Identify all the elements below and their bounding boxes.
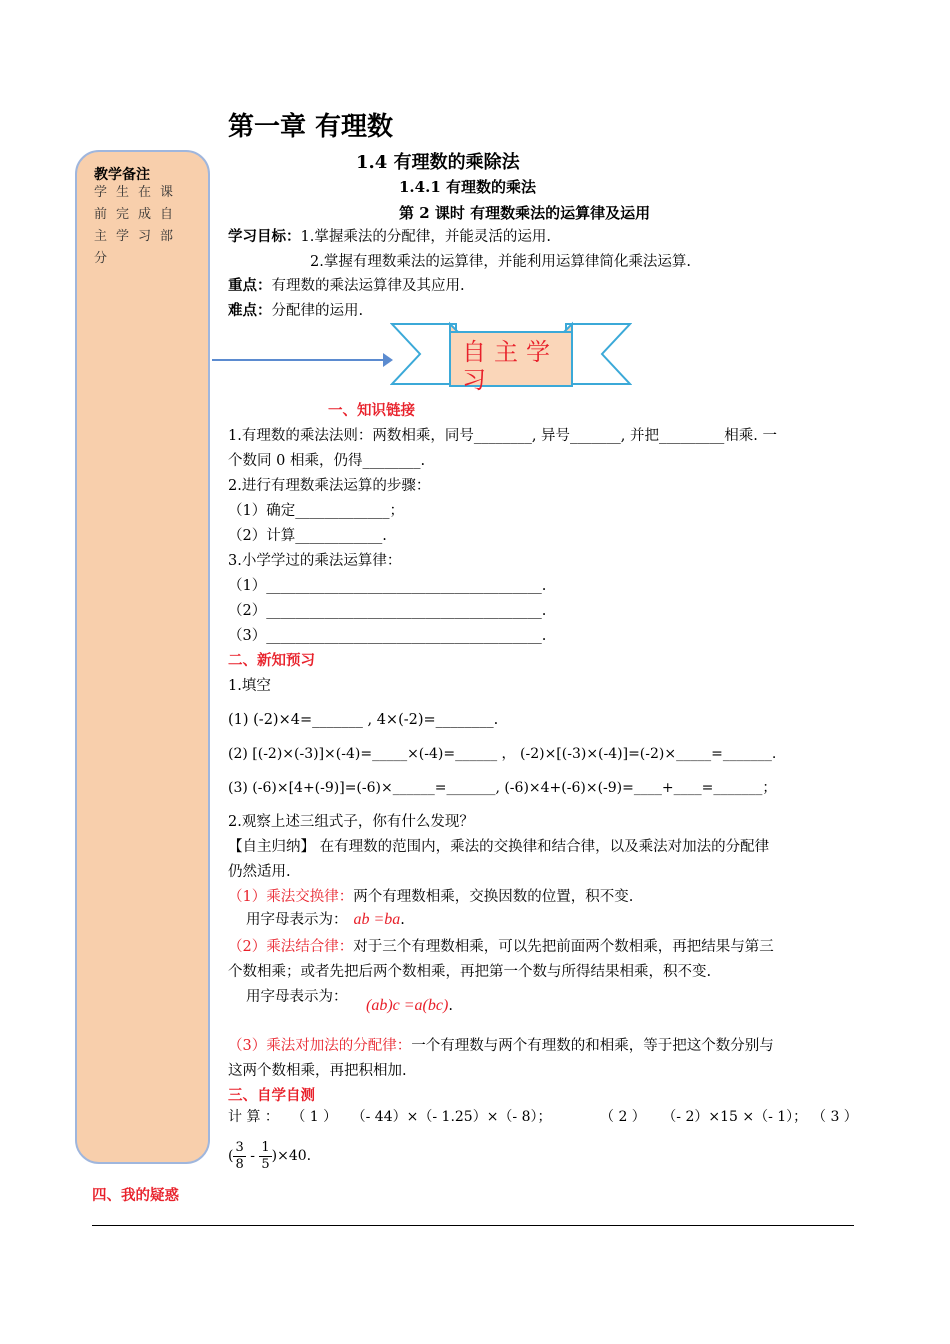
- part2-heading: 二、新知预习: [228, 652, 315, 669]
- law1-row: [228, 887, 633, 907]
- objectives-label: 学习目标：: [228, 228, 301, 245]
- difficulty-label: 难点：: [228, 302, 272, 319]
- law3-text-2: 这两个数相乘，再把积相加.: [228, 1063, 407, 1079]
- bottom-divider: [92, 1225, 854, 1226]
- section-title: 1.4 有理数的乘除法: [356, 152, 520, 173]
- law1-letter-row: 用字母表示为： ab =ba.: [246, 911, 405, 928]
- part4-heading: 四、我的疑惑: [92, 1187, 179, 1204]
- part2-summary-1: 【自主归纳】 在有理数的范围内，乘法的交换律和结合律，以及乘法对加法的分配律: [228, 839, 770, 855]
- part2-observe: 2.观察上述三组式子，你有什么发现？: [228, 814, 474, 830]
- part1-q1-line1: 1.有理数的乘法法则：两数相乘，同号________, 异号_______, 并把_________相乘. 一: [228, 428, 777, 444]
- part1-q3-b: （2）______________________________________.: [228, 603, 547, 619]
- law2-text: 对于三个有理数相乘，可以先把前面两个数相乘，再把结果与第三: [353, 939, 774, 955]
- fraction-3-8: [233, 1140, 245, 1173]
- problem-3-expr: ( $\frac{3}{8}$ - $\frac{1}{5}$ )×40.: [228, 1139, 312, 1172]
- part2-fill-3: (3) (-6)×[4+(-9)]=(-6)×______=_______, (-6)×4+(-6)×(-9)=____+____=_______；: [228, 780, 777, 796]
- part1-q3-c: （3）______________________________________.: [228, 628, 547, 644]
- sidebar-note: 学生在课前完成自主学习部分: [94, 185, 183, 266]
- subsection-title: 1.4.1 有理数的乘法: [399, 178, 536, 196]
- part2-fill-1: (1) (-2)×4=_______ , 4×(-2)=________.: [228, 712, 499, 728]
- key-point-row: [228, 276, 465, 296]
- calc-label: 计 算 ：: [228, 1109, 279, 1125]
- problem-2-label: （ 2 ）: [600, 1109, 646, 1125]
- law2-text-2: 个数相乘；或者先把后两个数相乘，再把第一个数与所得结果相乘，积不变.: [228, 964, 712, 980]
- sidebar-title: 教学备注: [94, 167, 150, 183]
- part1-heading: 一、知识链接: [328, 402, 415, 419]
- part1-q1-line2: 个数同 0 相乘，仍得________.: [228, 453, 426, 469]
- banner-label: 自主学习: [462, 338, 558, 394]
- law1-text: 两个有理数相乘，交换因数的位置，积不变.: [353, 889, 634, 905]
- fraction-denominator: 5: [261, 1156, 270, 1172]
- fraction-numerator: 3: [235, 1139, 244, 1155]
- law1-letter-label: 用字母表示为：: [246, 912, 348, 928]
- part3-heading: 三、自学自测: [228, 1087, 315, 1104]
- law2-row: [228, 937, 774, 957]
- part2-fill-title: 1.填空: [228, 678, 271, 694]
- law2-formula-row: (ab)c =a(bc).: [366, 997, 453, 1014]
- arrow-line: [212, 359, 387, 361]
- part2-summary-2: 仍然适用.: [228, 864, 291, 880]
- difficulty-text: 分配律的运用.: [271, 303, 364, 319]
- part3-calc-row: [228, 1107, 552, 1127]
- key-point-label: 重点：: [228, 277, 272, 294]
- difficulty-row: [228, 301, 363, 321]
- objectives-row-1: [228, 227, 551, 247]
- law3-label: （3）乘法对加法的分配律：: [228, 1038, 412, 1054]
- part2-fill-2: (2) [(-2)×(-3)]×(-4)=_____×(-4)=______ ， (-2)×[(-3)×(-4)]=(-2)×_____=_______.: [228, 746, 777, 762]
- part1-q2-b: （2）计算____________.: [228, 528, 387, 544]
- fraction-1-5: [259, 1140, 271, 1173]
- law1-formula: ab =ba: [353, 911, 401, 928]
- teaching-notes-sidebar: [75, 150, 210, 1164]
- problem-2-expr: （- 2）×15 ×（- 1）；: [662, 1109, 808, 1125]
- law2-formula: (ab)c =a(bc): [366, 997, 449, 1014]
- part1-q3: 3.小学学过的乘法运算律：: [228, 553, 402, 569]
- fraction-denominator: 8: [235, 1156, 244, 1172]
- part1-q2-a: （1）确定_____________；: [228, 503, 404, 519]
- problem-1-label: （ 1 ）: [291, 1109, 338, 1125]
- part1-q2: 2.进行有理数乘法运算的步骤：: [228, 478, 431, 494]
- chapter-title: 第一章 有理数: [228, 112, 394, 142]
- problem-1-expr: （- 44）×（- 1.25）×（- 8）；: [351, 1109, 552, 1125]
- law2-letter-label: 用字母表示为：: [246, 989, 348, 1005]
- problem-3-tail: )×40.: [271, 1148, 312, 1164]
- lesson-title: 第 2 课时 有理数乘法的运算律及运用: [399, 204, 651, 222]
- problem-2-row: [600, 1107, 807, 1127]
- law2-label: （2）乘法结合律：: [228, 939, 354, 955]
- problem-3-label: （ 3 ）: [812, 1109, 858, 1125]
- law1-label: （1）乘法交换律：: [228, 889, 354, 905]
- law3-text: 一个有理数与两个有理数的和相乘，等于把这个数分别与: [411, 1038, 774, 1054]
- law3-row: [228, 1036, 774, 1056]
- objective-1: 1.掌握乘法的分配律，并能灵活的运用.: [300, 229, 551, 245]
- key-point-text: 有理数的乘法运算律及其应用.: [271, 278, 465, 294]
- part1-q3-a: （1）______________________________________.: [228, 578, 547, 594]
- objective-2: 2.掌握有理数乘法的运算律，并能利用运算律简化乘法运算.: [310, 254, 691, 270]
- fraction-numerator: 1: [261, 1139, 270, 1155]
